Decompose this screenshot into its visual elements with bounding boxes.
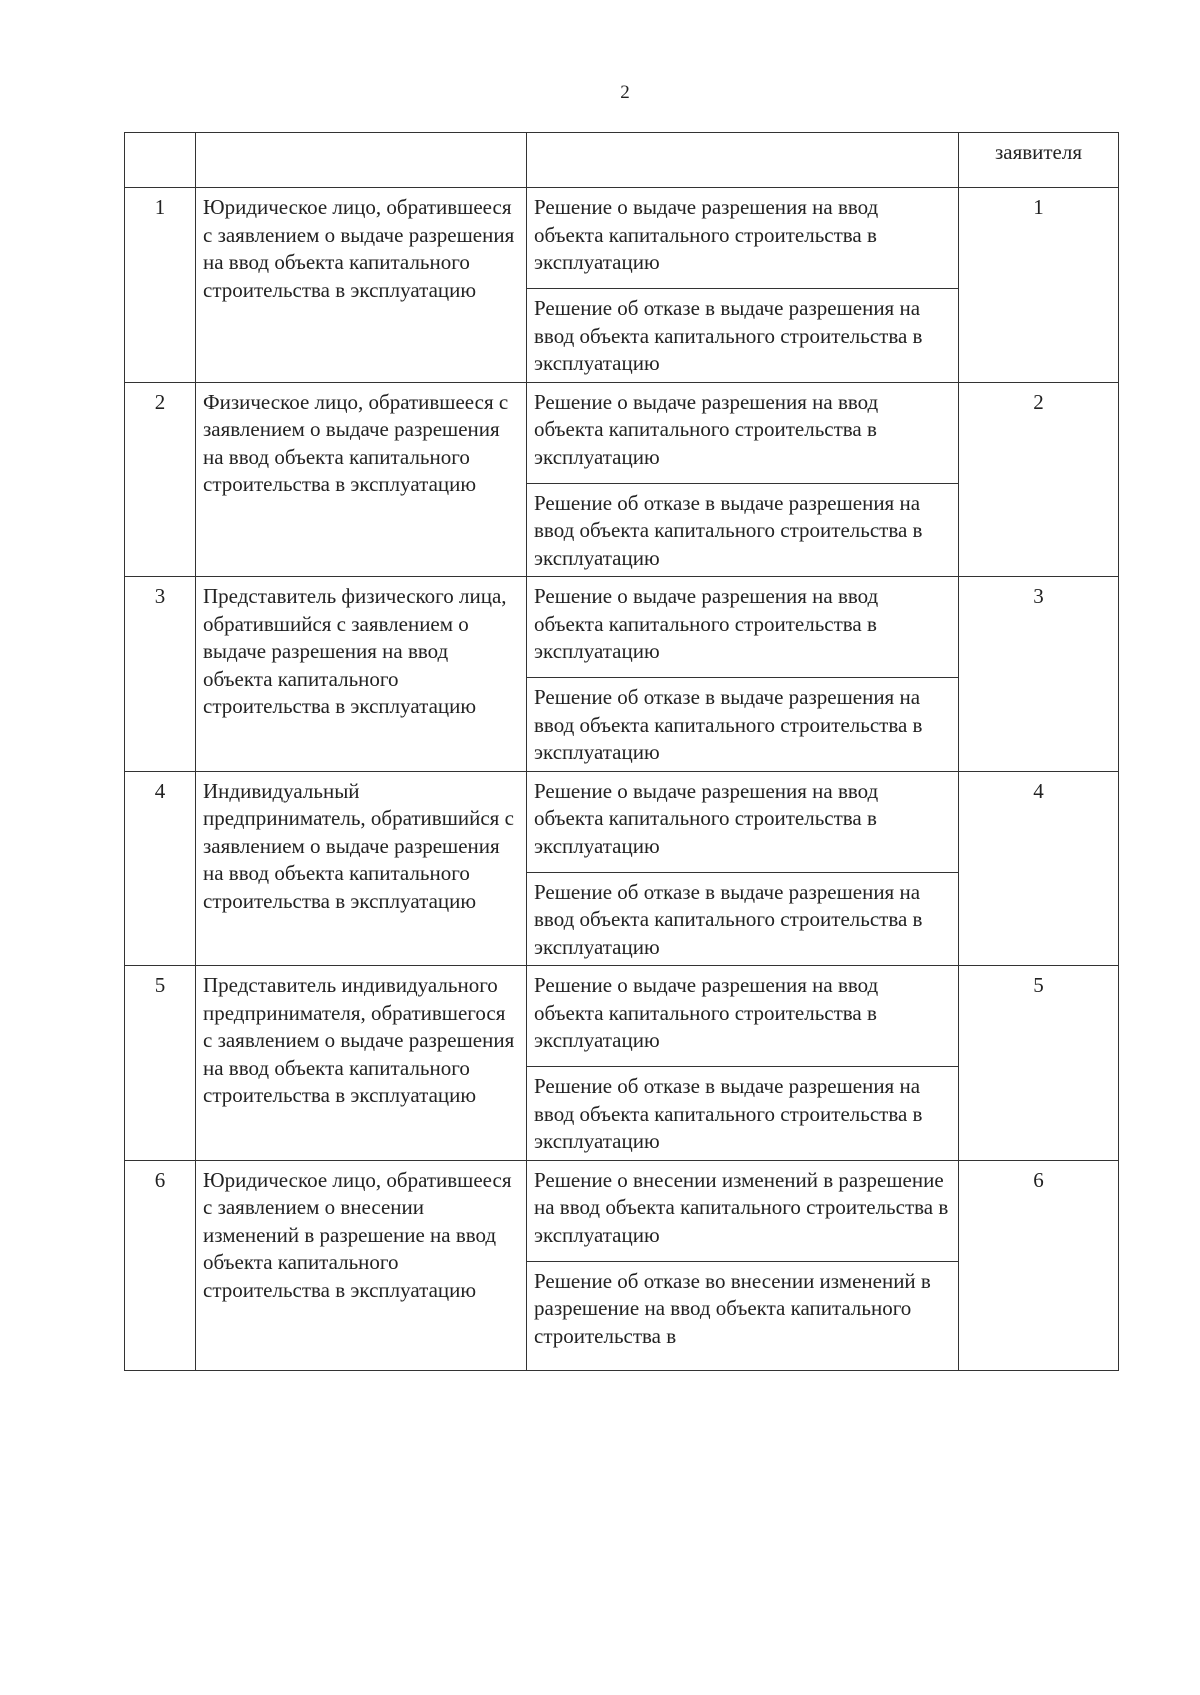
result-cell-refusal: Решение об отказе в выдаче разрешения на ввод объекта капитального строительства в эксплуатацию <box>527 872 959 966</box>
table-row <box>125 966 1119 1067</box>
applicant-cell: Индивидуальный предприниматель, обратившийся с заявлением о выдаче разрешения на ввод объекта капитального строительства в эксплуатацию <box>196 771 527 966</box>
row-number: 2 <box>125 382 196 577</box>
header-cell-code: заявителя <box>959 133 1119 188</box>
row-number: 4 <box>125 771 196 966</box>
code-cell: 4 <box>959 771 1119 966</box>
code-cell: 5 <box>959 966 1119 1161</box>
result-cell-refusal-truncated <box>527 1261 959 1370</box>
result-cell-refusal: Решение об отказе в выдаче разрешения на ввод объекта капитального строительства в эксплуатацию <box>527 1067 959 1161</box>
applicant-cell: Представитель индивидуального предпринимателя, обратившегося с заявлением о выдаче разрешения на ввод объекта капитального строительства в эксплуатацию <box>196 966 527 1161</box>
result-cell-issue: Решение о выдаче разрешения на ввод объекта капитального строительства в эксплуатацию <box>527 382 959 483</box>
applicant-cell: Представитель физического лица, обратившийся с заявлением о выдаче разрешения на ввод объекта капитального строительства в эксплуатацию <box>196 577 527 772</box>
result-cell-issue: Решение о выдаче разрешения на ввод объекта капитального строительства в эксплуатацию <box>527 188 959 289</box>
result-cell-issue: Решение о выдаче разрешения на ввод объекта капитального строительства в эксплуатацию <box>527 966 959 1067</box>
table-row <box>125 577 1119 678</box>
applicant-cell: Юридическое лицо, обратившееся с заявлением о внесении изменений в разрешение на ввод объекта капитального строительства в эксплуатацию <box>196 1160 527 1370</box>
result-cell-issue: Решение о выдаче разрешения на ввод объекта капитального строительства в эксплуатацию <box>527 771 959 872</box>
row-number: 1 <box>125 188 196 383</box>
header-cell-result <box>527 133 959 188</box>
result-cell-refusal: Решение об отказе в выдаче разрешения на ввод объекта капитального строительства в эксплуатацию <box>527 678 959 772</box>
result-cell-issue: Решение о выдаче разрешения на ввод объекта капитального строительства в эксплуатацию <box>527 577 959 678</box>
result-cell-issue: Решение о внесении изменений в разрешение на ввод объекта капитального строительства в эксплуатацию <box>527 1160 959 1261</box>
row-number: 6 <box>125 1160 196 1370</box>
applicant-cell: Юридическое лицо, обратившееся с заявлением о выдаче разрешения на ввод объекта капитального строительства в эксплуатацию <box>196 188 527 383</box>
code-cell: 6 <box>959 1160 1119 1370</box>
result-cell-refusal: Решение об отказе в выдаче разрешения на ввод объекта капитального строительства в эксплуатацию <box>527 483 959 577</box>
result-cell-refusal: Решение об отказе в выдаче разрешения на ввод объекта капитального строительства в эксплуатацию <box>527 289 959 383</box>
code-cell: 2 <box>959 382 1119 577</box>
table-row <box>125 1160 1119 1261</box>
table-row <box>125 188 1119 289</box>
row-number: 3 <box>125 577 196 772</box>
result-text-truncated: Решение об отказе во внесении изменений в разрешение на ввод объекта капитального строительства в <box>534 1268 931 1348</box>
table-row <box>125 771 1119 872</box>
code-cell: 1 <box>959 188 1119 383</box>
header-cell-applicant <box>196 133 527 188</box>
header-cell-num <box>125 133 196 188</box>
row-number: 5 <box>125 966 196 1161</box>
table-row <box>125 382 1119 483</box>
table-header-row <box>125 133 1119 188</box>
applicant-cell: Физическое лицо, обратившееся с заявлением о выдаче разрешения на ввод объекта капитального строительства в эксплуатацию <box>196 382 527 577</box>
applicant-results-table <box>124 132 1119 1371</box>
page-number: 2 <box>620 82 630 103</box>
code-cell: 3 <box>959 577 1119 772</box>
